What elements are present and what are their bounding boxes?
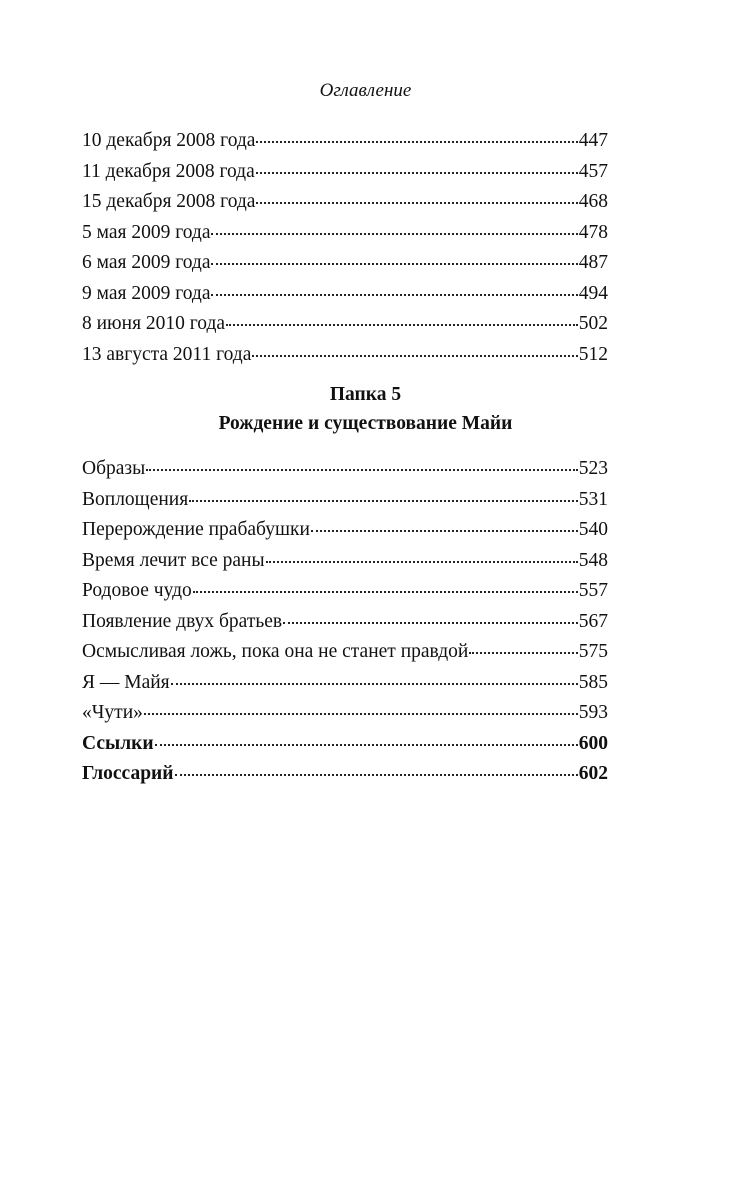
dot-leader (175, 772, 578, 776)
toc-entry-page: 602 (578, 763, 608, 784)
running-header: Оглавление (319, 80, 412, 101)
dot-leader (193, 589, 578, 593)
toc-entry-title: Глоссарий (82, 763, 174, 784)
toc-entry-page: 447 (578, 130, 608, 151)
toc-entry[interactable] (82, 157, 608, 188)
toc-entry-page: 575 (578, 641, 608, 662)
toc-entry[interactable] (82, 576, 608, 607)
toc-entry[interactable] (82, 454, 608, 485)
toc-entry[interactable] (82, 698, 608, 729)
dot-leader (283, 620, 578, 624)
toc-entry-glossary[interactable] (82, 759, 608, 790)
toc-entry-page: 457 (578, 160, 608, 182)
dot-leader (256, 200, 577, 204)
toc-entry-title: Осмысливая ложь, пока она не станет правдой (82, 641, 469, 662)
dot-leader (211, 292, 577, 296)
toc-entry-title: Появление двух братьев (82, 610, 283, 632)
dot-leader (211, 261, 577, 265)
toc-entry-page: 585 (578, 671, 608, 693)
toc-entry[interactable] (82, 668, 608, 699)
toc-list-top (82, 126, 608, 370)
toc-entry-title: 11 декабря 2008 года (82, 160, 255, 182)
toc-entry-title: Перерождение прабабушки (82, 519, 310, 540)
section-label: Папка 5 (329, 384, 402, 405)
toc-entry-title: 15 декабря 2008 года (82, 191, 256, 212)
dot-leader (226, 322, 578, 326)
toc-entry[interactable] (82, 607, 608, 638)
toc-entry-title: Родовое чудо (82, 580, 192, 601)
toc-entry[interactable] (82, 637, 608, 668)
toc-list-bottom (82, 454, 608, 790)
toc-entry-title: 8 июня 2010 года (82, 313, 226, 334)
toc-entry-page: 540 (578, 519, 608, 540)
toc-entry-title: 6 мая 2009 года (82, 252, 211, 273)
toc-entry-page: 512 (578, 343, 608, 365)
dot-leader (469, 650, 577, 654)
dot-leader (155, 742, 578, 746)
toc-entry-page: 523 (578, 458, 608, 479)
toc-entry-title: Ссылки (82, 732, 154, 754)
dot-leader (252, 353, 577, 357)
toc-entry[interactable] (82, 248, 608, 279)
dot-leader (171, 681, 578, 685)
toc-entry-references[interactable] (82, 729, 608, 760)
dot-leader (256, 170, 578, 174)
toc-entry[interactable] (82, 340, 608, 371)
toc-entry[interactable] (82, 309, 608, 340)
toc-entry-page: 487 (578, 252, 608, 273)
toc-entry-page: 468 (578, 191, 608, 212)
toc-entry-title: Образы (82, 458, 146, 479)
toc-entry-title: Время лечит все раны (82, 549, 265, 571)
toc-entry-title: Я — Майя (82, 671, 170, 693)
toc-entry-page: 548 (578, 549, 608, 571)
toc-entry-page: 502 (578, 313, 608, 334)
section-heading (0, 380, 731, 438)
section-title: Рождение и существование Майи (218, 413, 513, 434)
toc-entry-title: 13 августа 2011 года (82, 343, 252, 365)
toc-entry-title: 10 декабря 2008 года (82, 130, 256, 151)
dot-leader (189, 498, 578, 502)
toc-entry-title: 5 мая 2009 года (82, 221, 211, 243)
toc-entry[interactable] (82, 218, 608, 249)
toc-entry-title: Воплощения (82, 488, 189, 510)
toc-entry-page: 531 (578, 488, 608, 510)
toc-entry[interactable] (82, 485, 608, 516)
dot-leader (256, 139, 577, 143)
dot-leader (144, 711, 578, 715)
dot-leader (146, 467, 578, 471)
toc-entry-page: 494 (578, 282, 608, 304)
toc-entry[interactable] (82, 546, 608, 577)
toc-entry-page: 567 (578, 610, 608, 632)
dot-leader (266, 559, 578, 563)
dot-leader (211, 231, 577, 235)
toc-entry-page: 600 (578, 732, 608, 754)
toc-entry-title: 9 мая 2009 года (82, 282, 211, 304)
toc-entry-title: «Чути» (82, 702, 143, 723)
toc-entry-page: 593 (578, 702, 608, 723)
toc-entry[interactable] (82, 515, 608, 546)
toc-entry-page: 478 (578, 221, 608, 243)
toc-entry[interactable] (82, 126, 608, 157)
toc-entry[interactable] (82, 279, 608, 310)
toc-entry[interactable] (82, 187, 608, 218)
dot-leader (311, 528, 578, 532)
toc-entry-page: 557 (578, 580, 608, 601)
